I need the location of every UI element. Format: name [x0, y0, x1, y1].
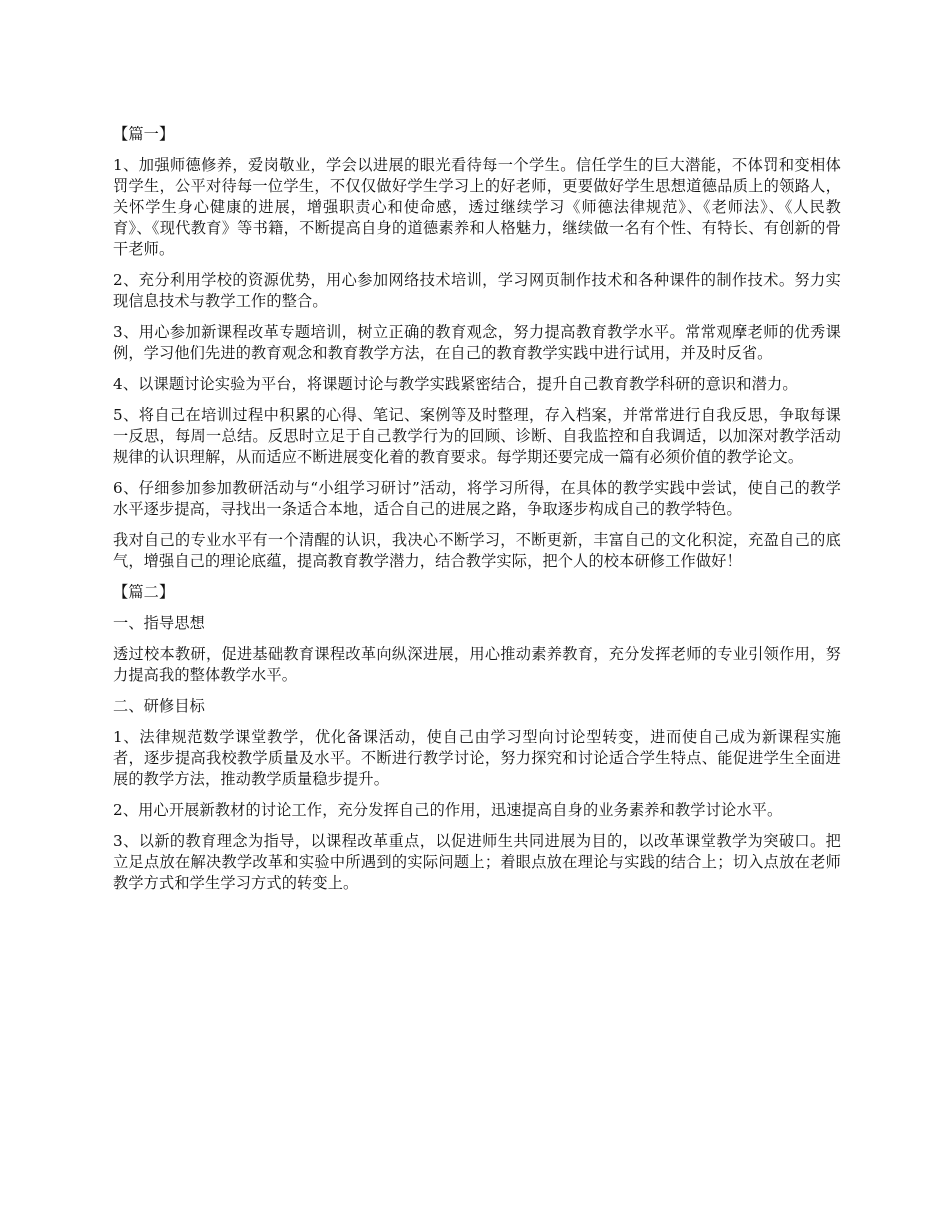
paragraph-4: 4、以课题讨论实验为平台，将课题讨论与教学实践紧密结合，提升自己教育教学科研的意识和潜力。 [113, 375, 798, 393]
section-heading-2: 【篇二】 [113, 583, 175, 601]
paragraph-6: 6、仔细参加参加教研活动与“小组学习研讨”活动，将学习所得，在具体的教学实践中尝试，使自己的教学水平逐步提高，寻找出一条适合本地，适合自己的进展之路，争取逐步构成自己的教学特色。 [113, 479, 841, 518]
goal-3: 3、以新的教育理念为指导，以课程改革重点，以促进师生共同进展为目的，以改革课堂教学为突破口。把立足点放在解决教学改革和实验中所遇到的实际问题上；着眼点放在理论与实践的结合上；切入点放在老师教学方式和学生学习方式的转变上。 [113, 832, 841, 892]
paragraph-3: 3、用心参加新课程改革专题培训，树立正确的教育观念，努力提高教育教学水平。常常观摩老师的优秀课例，学习他们先进的教育观念和教育教学方法，在自己的教育教学实践中进行试用，并及时反省。 [113, 323, 841, 362]
goal-2: 2、用心开展新教材的讨论工作，充分发挥自己的作用，迅速提高自身的业务素养和教学讨论水平。 [113, 801, 783, 819]
subheading-guiding-thought: 一、指导思想 [113, 614, 206, 632]
paragraph-5: 5、将自己在培训过程中积累的心得、笔记、案例等及时整理，存入档案，并常常进行自我反思，争取每课一反思，每周一总结。反思时立足于自己教学行为的回顾、诊断、自我监控和自我调适，以加深对教学活动规律的认识理解，从而适应不断进展变化着的教育要求。每学期还要完成一篇有必须价值的教学论文。 [113, 406, 841, 466]
paragraph-conclusion: 我对自己的专业水平有一个清醒的认识，我决心不断学习，不断更新，丰富自己的文化积淀，充盈自己的底气，增强自己的理论底蕴，提高教育教学潜力，结合教学实际，把个人的校本研修工作做好！ [113, 531, 841, 570]
paragraph-2: 2、充分利用学校的资源优势，用心参加网络技术培训，学习网页制作技术和各种课件的制作技术。努力实现信息技术与教学工作的整合。 [113, 271, 841, 310]
paragraph-1: 1、加强师德修养，爱岗敬业，学会以进展的眼光看待每一个学生。信任学生的巨大潜能，不体罚和变相体罚学生，公平对待每一位学生，不仅仅做好学生学习上的好老师，更要做好学生思想道德品质上的领路人，关怀学生身心健康的进展，增强职责心和使命感，透过继续学习《师德法律规范》、《老师法》、《人民教育》、《现代教育》等书籍，不断提高自身的道德素养和人格魅力，继续做一名有个性、有特长、有创新的骨干老师。 [113, 156, 841, 258]
document-body [113, 124, 841, 904]
subheading-research-goals: 二、研修目标 [113, 697, 206, 715]
paragraph-guiding-thought: 透过校本教研，促进基础教育课程改革向纵深进展，用心推动素养教育，充分发挥老师的专业引领作用，努力提高我的整体教学水平。 [113, 645, 841, 684]
section-heading-1: 【篇一】 [113, 125, 175, 143]
goal-1: 1、法律规范数学课堂教学，优化备课活动，使自己由学习型向讨论型转变，进而使自己成为新课程实施者，逐步提高我校教学质量及水平。不断进行教学讨论，努力探究和讨论适合学生特点、能促进学生全面进展的教学方法，推动教学质量稳步提升。 [113, 728, 841, 788]
